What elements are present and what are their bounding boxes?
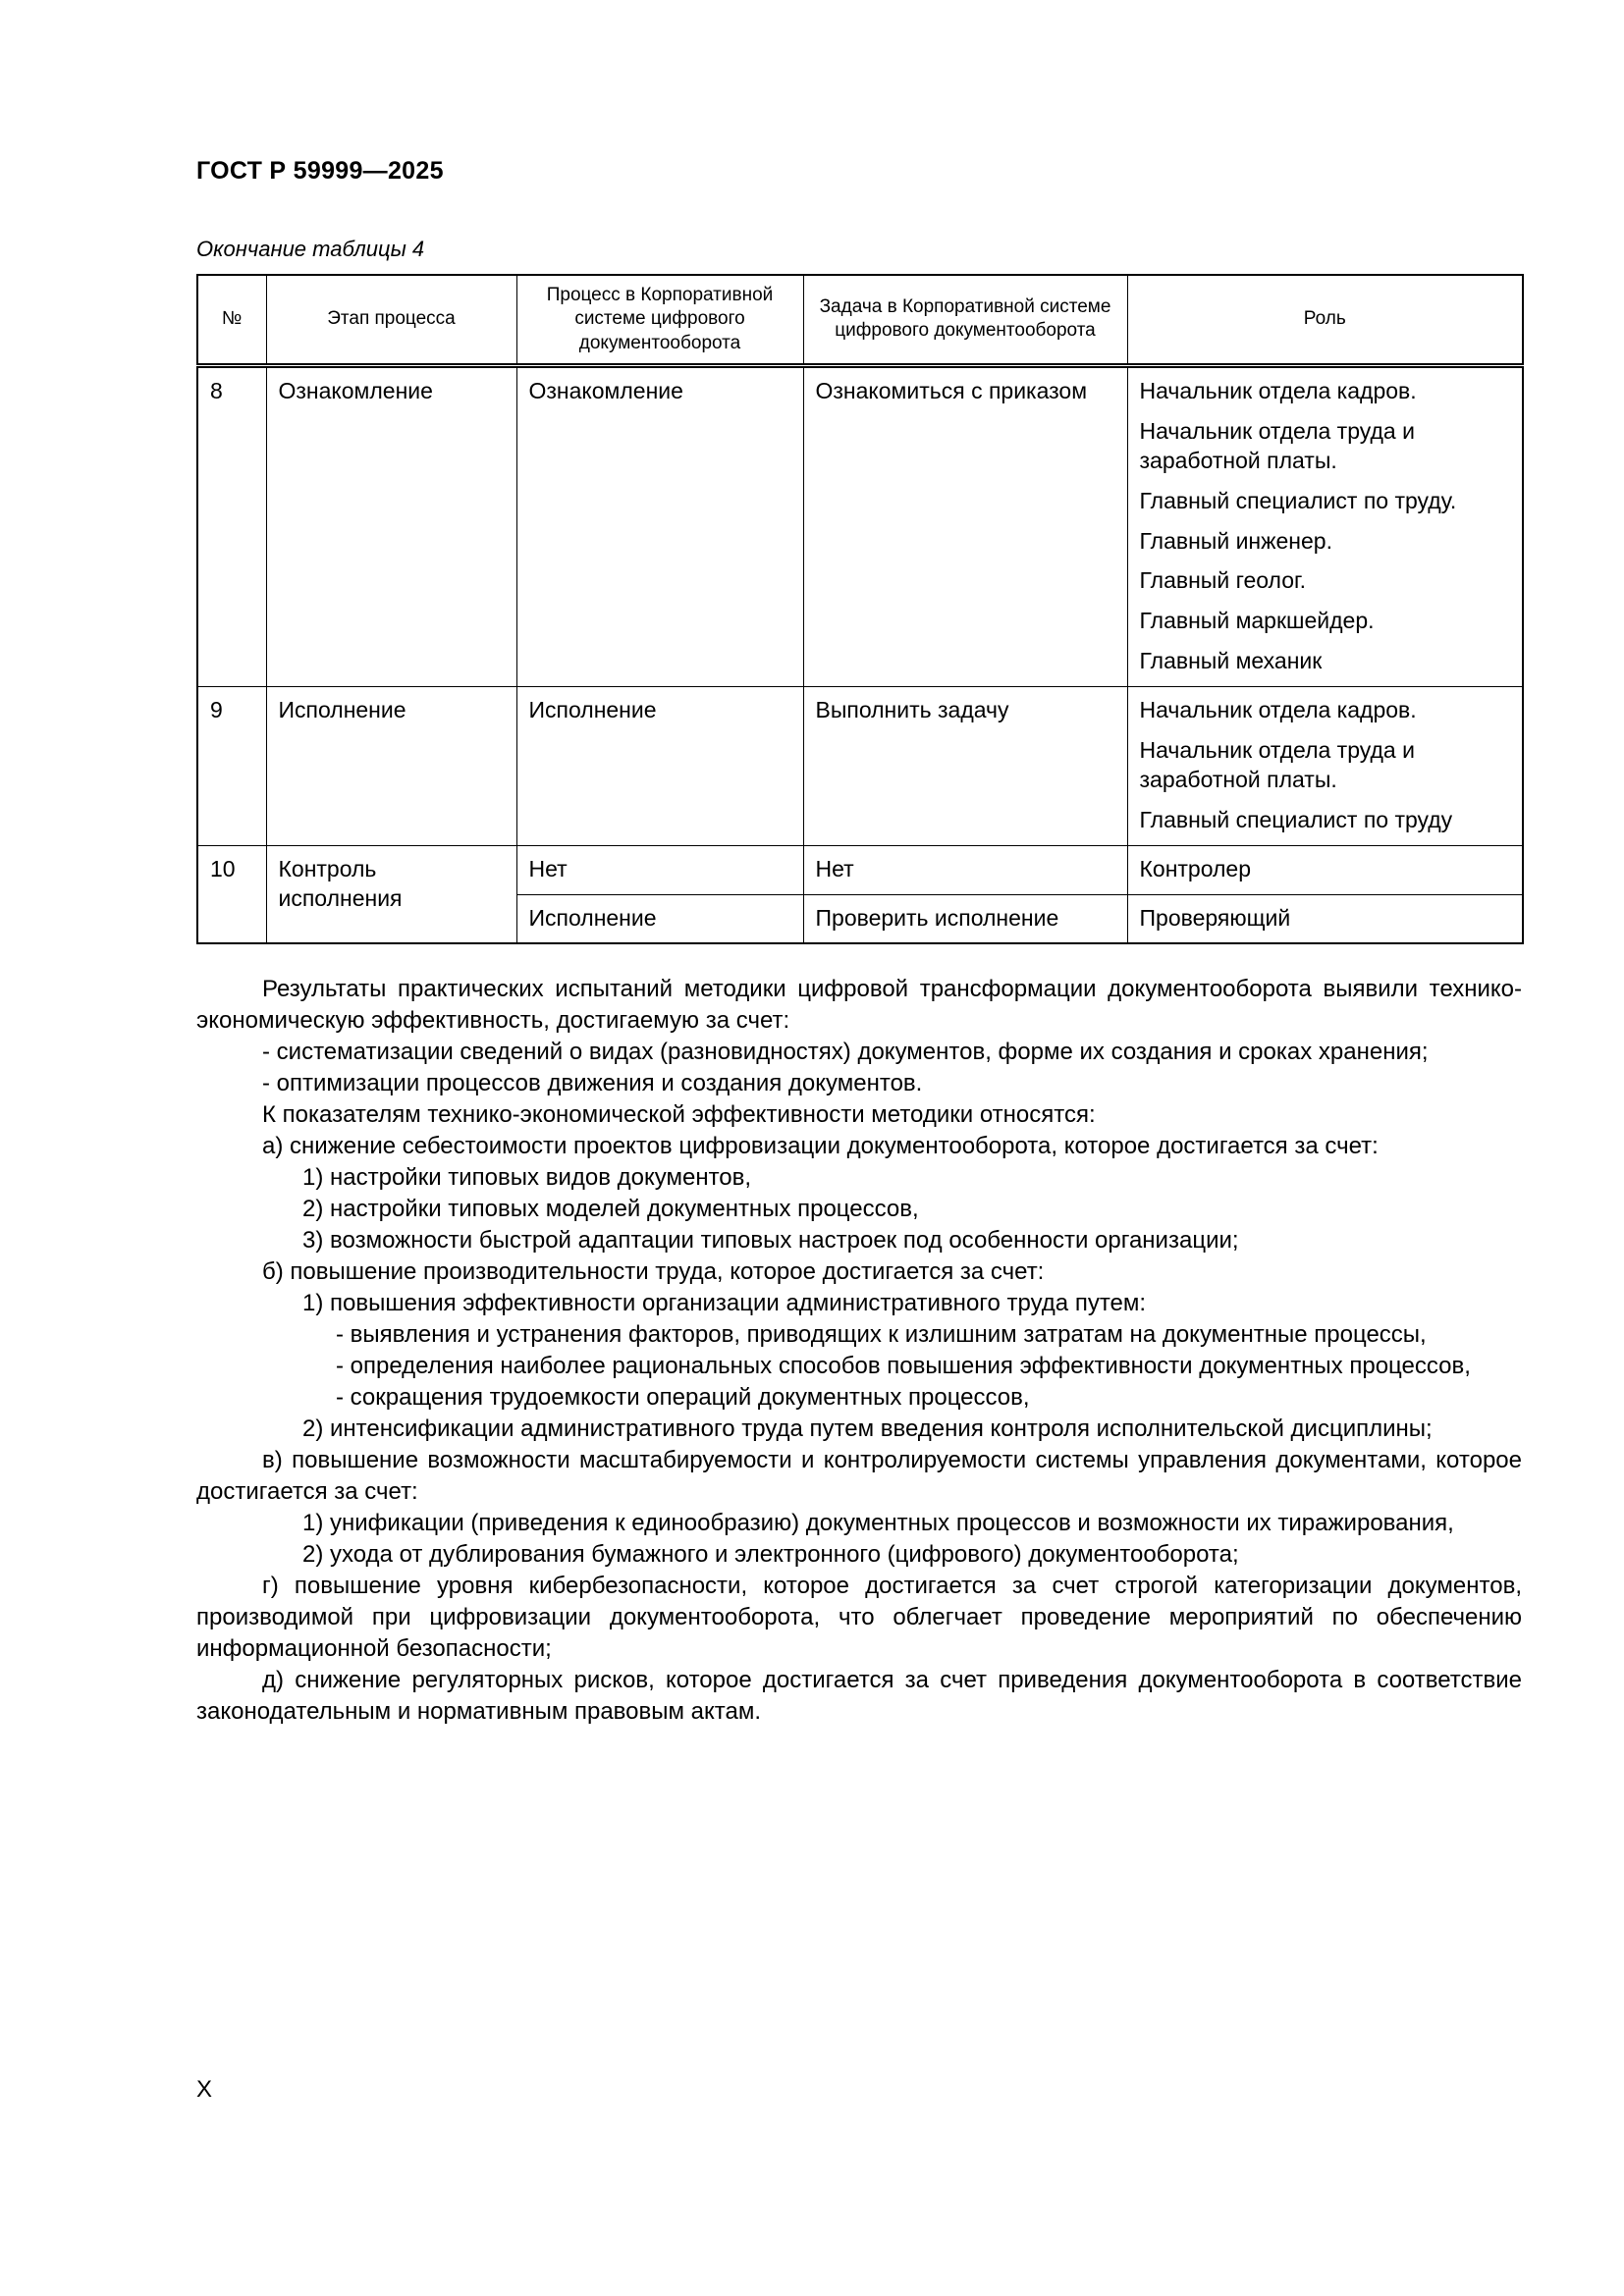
role-item: Главный специалист по труду. <box>1139 487 1457 513</box>
role-item: Начальник отдела труда и заработной платы. <box>1139 736 1415 792</box>
sub-list-item: - сокращения трудоемкости операций документных процессов, <box>336 1384 1030 1412</box>
list-item: - оптимизации процессов движения и создания документов. <box>262 1070 923 1097</box>
cell-task: Проверить исполнение <box>803 894 1127 943</box>
list-item-a: а) снижение себестоимости проектов цифровизации документооборота, которое достигается за счет: <box>262 1133 1379 1160</box>
paragraph: К показателям технико-экономической эффективности методики относятся: <box>262 1101 1096 1129</box>
role-item: Главный маркшейдер. <box>1139 608 1375 634</box>
table-row <box>197 365 1523 686</box>
cell-process: Нет <box>516 845 803 894</box>
list-item-2: 2) ухода от дублирования бумажного и электронного (цифрового) документооборота; <box>302 1541 1239 1569</box>
cell-num: 8 <box>197 365 266 686</box>
cell-role: Контролер <box>1127 845 1523 894</box>
cell-task: Выполнить задачу <box>803 687 1127 846</box>
cell-stage: Исполнение <box>266 687 516 846</box>
cell-num: 10 <box>197 845 266 943</box>
list-item-d: д) снижение регуляторных рисков, которое достигается за счет приведения документооборота в соответствие законодательным и нормативным правовым актам. <box>196 1667 1522 1726</box>
cell-process: Исполнение <box>516 894 803 943</box>
list-item-2: 2) интенсификации административного труда путем введения контроля исполнительской дисциплины; <box>302 1415 1433 1443</box>
sub-list-item: - определения наиболее рациональных способов повышения эффективности документных процессов, <box>336 1353 1471 1380</box>
cell-roles <box>1127 365 1523 686</box>
cell-task: Ознакомиться с приказом <box>803 365 1127 686</box>
body-text <box>196 974 1522 1728</box>
list-item-2: 2) настройки типовых моделей документных процессов, <box>302 1196 919 1223</box>
role-item: Начальник отдела кадров. <box>1139 377 1417 403</box>
cell-stage: Контроль исполнения <box>266 845 516 943</box>
list-item: - систематизации сведений о видах (разновидностях) документов, форме их создания и сроках хранения; <box>262 1039 1429 1066</box>
cell-num: 9 <box>197 687 266 846</box>
col-header-process: Процесс в Корпоративной системе цифрового документооборота <box>516 275 803 365</box>
doc-title: ГОСТ Р 59999—2025 <box>196 157 444 185</box>
page-number: X <box>196 2076 213 2103</box>
col-header-stage: Этап процесса <box>266 275 516 365</box>
role-item: Начальник отдела труда и заработной платы. <box>1139 417 1415 473</box>
list-item-v: в) повышение возможности масштабируемости и контролируемости системы управления документами, которое достигается за счет: <box>196 1447 1522 1506</box>
table-row <box>197 845 1523 894</box>
list-item-1: 1) настройки типовых видов документов, <box>302 1164 752 1192</box>
role-item: Главный инженер. <box>1139 527 1332 554</box>
role-item: Начальник отдела кадров. <box>1139 697 1417 723</box>
role-item: Главный механик <box>1139 648 1323 674</box>
table-caption: Окончание таблицы 4 <box>196 237 425 261</box>
list-item-1: 1) повышения эффективности организации административного труда путем: <box>302 1290 1147 1317</box>
sub-list-item: - выявления и устранения факторов, приводящих к излишним затратам на документные процессы, <box>336 1321 1427 1349</box>
cell-process: Исполнение <box>516 687 803 846</box>
role-item: Главный геолог. <box>1139 567 1306 594</box>
col-header-task: Задача в Корпоративной системе цифрового документооборота <box>803 275 1127 365</box>
cell-task: Нет <box>803 845 1127 894</box>
list-item-b: б) повышение производительности труда, которое достигается за счет: <box>262 1258 1045 1286</box>
process-table <box>196 274 1524 944</box>
col-header-role: Роль <box>1127 275 1523 365</box>
list-item-g: г) повышение уровня кибербезопасности, которое достигается за счет строгой категоризации документов, производимой при цифровизации документооборота, что облегчает проведение мероприятий по обеспечению информационной безопасности; <box>196 1573 1522 1663</box>
cell-process: Ознакомление <box>516 365 803 686</box>
table-header-row <box>197 275 1523 365</box>
table-row <box>197 687 1523 846</box>
list-item-1: 1) унификации (приведения к единообразию) документных процессов и возможности их тиражирования, <box>302 1510 1454 1537</box>
role-item: Главный специалист по труду <box>1139 806 1453 832</box>
cell-role: Проверяющий <box>1127 894 1523 943</box>
paragraph: Результаты практических испытаний методики цифровой трансформации документооборота выявили технико-экономическую эффективность, достигаемую за счет: <box>196 976 1522 1035</box>
cell-roles <box>1127 687 1523 846</box>
list-item-3: 3) возможности быстрой адаптации типовых настроек под особенности организации; <box>302 1227 1239 1255</box>
cell-stage: Ознакомление <box>266 365 516 686</box>
col-header-num: № <box>197 275 266 365</box>
